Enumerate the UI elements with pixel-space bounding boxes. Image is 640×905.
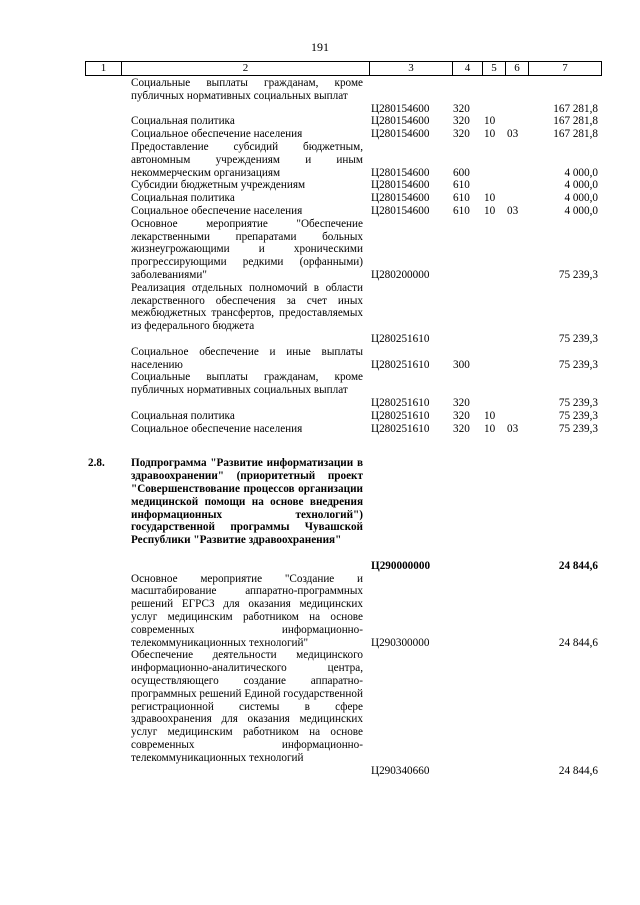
row-subsection: 03 — [507, 204, 519, 217]
row-amount: 4 000,0 — [564, 179, 598, 192]
header-col-3: 3 — [370, 62, 453, 75]
row-expense-type: 610 — [453, 179, 470, 192]
row-code: Ц290000000 — [371, 559, 431, 572]
row-name: Социальные выплаты гражданам, кроме публичных нормативных социальных выплат — [131, 77, 363, 102]
row-amount: 75 239,3 — [558, 358, 598, 371]
table-row — [0, 346, 640, 372]
row-name: Субсидии бюджетным учреждениям — [131, 179, 306, 192]
header-col-2: 2 — [122, 62, 370, 75]
row-section: 10 — [484, 115, 496, 128]
table-row — [0, 115, 640, 128]
row-expense-type: 300 — [453, 358, 470, 371]
row-name: Основное мероприятие "Создание и масштабирование аппаратно-программных решений ЕГРСЗ для оказания медицинских услуг медицинским работником на основе современных информационно-телекоммуникационных технологий" — [131, 572, 363, 649]
row-amount: 75 239,3 — [558, 396, 598, 409]
row-section: 10 — [484, 128, 496, 141]
table-row — [0, 282, 640, 346]
row-amount: 4 000,0 — [564, 204, 598, 217]
table-body — [0, 77, 640, 777]
row-code: Ц280154600 — [371, 128, 430, 141]
row-section: 10 — [484, 192, 496, 205]
row-section: 10 — [484, 422, 496, 435]
table-row — [0, 371, 640, 409]
row-number: 2.8. — [88, 457, 105, 470]
row-subsection: 03 — [507, 422, 519, 435]
row-expense-type: 610 — [453, 204, 470, 217]
row-expense-type: 320 — [453, 409, 470, 422]
row-code: Ц280154600 — [371, 166, 430, 179]
table-row — [0, 423, 640, 436]
row-code: Ц280251610 — [371, 358, 430, 371]
table-row — [0, 573, 640, 650]
row-subsection: 03 — [507, 128, 519, 141]
row-amount: 75 239,3 — [558, 268, 598, 281]
row-expense-type: 600 — [453, 166, 470, 179]
row-expense-type: 320 — [453, 422, 470, 435]
row-code: Ц280154600 — [371, 102, 430, 115]
table-row — [0, 141, 640, 179]
row-name: Социальное обеспечение и иные выплаты населению — [131, 345, 363, 371]
row-section: 10 — [484, 204, 496, 217]
row-code: Ц280154600 — [371, 204, 430, 217]
row-code: Ц280200000 — [371, 268, 430, 281]
row-name: Реализация отдельных полномочий в области лекарственного обеспечения за счет иных межбюджетных трансфертов, предоставляемых из федерального бюджета — [131, 281, 363, 333]
row-amount: 167 281,8 — [553, 115, 598, 128]
row-code: Ц280251610 — [371, 409, 430, 422]
table-row — [0, 457, 640, 572]
header-col-6: 6 — [506, 62, 529, 75]
row-name: Подпрограмма "Развитие информатизации в здравоохранении" (приоритетный проект "Совершенствование процессов организации медицинской помощи на основе внедрения информационных технологий") государственной программы Чувашской Республики "Развитие здравоохранения" — [131, 457, 363, 547]
header-col-7: 7 — [529, 62, 602, 75]
table-row — [0, 649, 640, 777]
table-row — [0, 192, 640, 205]
header-col-1: 1 — [86, 62, 122, 75]
row-gap — [0, 435, 640, 457]
table-row — [0, 179, 640, 192]
row-expense-type: 320 — [453, 396, 470, 409]
header-col-4: 4 — [453, 62, 483, 75]
row-code: Ц280251610 — [371, 396, 430, 409]
row-expense-type: 320 — [453, 115, 470, 128]
row-name: Предоставление субсидий бюджетным, автономным учреждениям и иным некоммерческим организациям — [131, 140, 363, 179]
row-expense-type: 610 — [453, 192, 470, 205]
row-amount: 24 844,6 — [558, 559, 598, 572]
row-amount: 24 844,6 — [558, 636, 598, 649]
row-name: Основное мероприятие "Обеспечение лекарственными препаратами больных жизнеугрожающими и хроническими прогрессирующими редкими (орфанными) заболеваниями" — [131, 217, 363, 281]
table-row — [0, 77, 640, 115]
row-name: Обеспечение деятельности медицинского информационно-аналитического центра, осуществляющего создание аппаратно-программных решений Единой государственной регистрационной системы в сфере здравоохранения для оказания медицинских услуг медицинским работником на основе современных информационно-телекоммуникационных технологий — [131, 649, 363, 764]
row-code: Ц280251610 — [371, 422, 430, 435]
row-code: Ц280154600 — [371, 192, 430, 205]
row-name: Социальная политика — [131, 115, 235, 128]
header-col-5: 5 — [483, 62, 506, 75]
row-name: Социальная политика — [131, 192, 235, 205]
table-row — [0, 410, 640, 423]
row-expense-type: 320 — [453, 102, 470, 115]
row-amount: 75 239,3 — [558, 332, 598, 345]
row-name: Социальное обеспечение населения — [131, 422, 303, 435]
row-amount: 167 281,8 — [553, 128, 598, 141]
row-name: Социальные выплаты гражданам, кроме публичных нормативных социальных выплат — [131, 371, 363, 397]
row-amount: 4 000,0 — [564, 166, 598, 179]
row-name: Социальная политика — [131, 409, 235, 422]
row-code: Ц280154600 — [371, 115, 430, 128]
row-amount: 167 281,8 — [553, 102, 598, 115]
page-number: 191 — [311, 40, 329, 54]
row-code: Ц280251610 — [371, 332, 430, 345]
row-expense-type: 320 — [453, 128, 470, 141]
table-row — [0, 205, 640, 218]
row-section: 10 — [484, 409, 496, 422]
row-code: Ц280154600 — [371, 179, 430, 192]
row-amount: 75 239,3 — [558, 409, 598, 422]
row-code: Ц290340660 — [371, 764, 430, 777]
row-code: Ц290300000 — [371, 636, 430, 649]
table-row — [0, 218, 640, 282]
row-amount: 24 844,6 — [558, 764, 598, 777]
row-amount: 75 239,3 — [558, 422, 598, 435]
table-header — [85, 61, 602, 76]
table-row — [0, 128, 640, 141]
row-amount: 4 000,0 — [564, 192, 598, 205]
row-name: Социальное обеспечение населения — [131, 204, 303, 217]
row-name: Социальное обеспечение населения — [131, 128, 303, 141]
